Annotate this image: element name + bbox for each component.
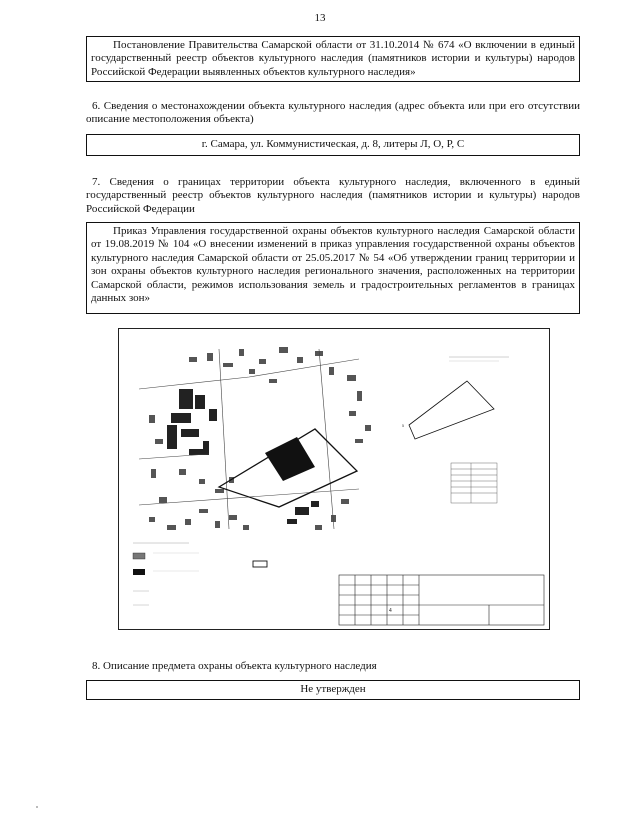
section-8-heading [86,660,580,673]
section-6-heading [86,100,580,127]
page-number: 13 [314,12,326,24]
address-box [86,134,580,156]
plan-legend [133,543,267,605]
inset-schematic [402,357,509,503]
building-cluster-bottom [287,501,319,524]
resolution-text: Постановление Правительства Самарской области от 31.10.2014 № 674 «О включении в единый государственный реестр объектов культурного наследия (памятников истории и культуры) народов Российской Федерации выявленных объектов культурного наследия» [91,39,575,78]
resolution-box [86,36,580,82]
title-block-stamp [339,575,544,625]
section-7-heading-text: 7. Сведения о границах территории объекта культурного наследия, включенного в единый государственный реестр объектов культурного наследия (памятников истории и культуры) народов Российской Федерации [86,176,580,215]
protection-subject-value: Не утвержден [300,683,366,695]
plan-drawing [119,329,549,629]
inset-point-label: 5 [402,424,404,428]
stamp-number: 4 [389,608,392,614]
order-box [86,222,580,314]
order-text: Приказ Управления государственной охраны объектов культурного наследия Самарской области от 19.08.2019 № 104 «О внесении изменений в приказ управления государственной охраны объектов культурного наследия Самарской области от 25.05.2017 № 54 «Об утверждении границ территории и зон охраны объектов культурного наследия регионального значения, расположенных на территории Самарской области, режимов использования земель и градостроительных регламентов в границах данных зон» [91,225,575,305]
section-7-heading [86,176,580,216]
territory-boundary-plan [118,328,550,630]
scan-speck [36,806,38,808]
address-text: г. Самара, ул. Коммунистическая, д. 8, литеры Л, О, Р, С [201,138,465,150]
surrounding-buildings [149,347,371,530]
building-cluster-left [167,389,217,455]
section-6-heading-text: 6. Сведения о местонахождении объекта культурного наследия (адрес объекта или при его отсутствии описание местоположения объекта) [86,100,580,126]
section-8-heading-text: 8. Описание предмета охраны объекта культурного наследия [92,660,377,672]
protection-subject-box [86,680,580,700]
object-main-building [265,437,315,481]
